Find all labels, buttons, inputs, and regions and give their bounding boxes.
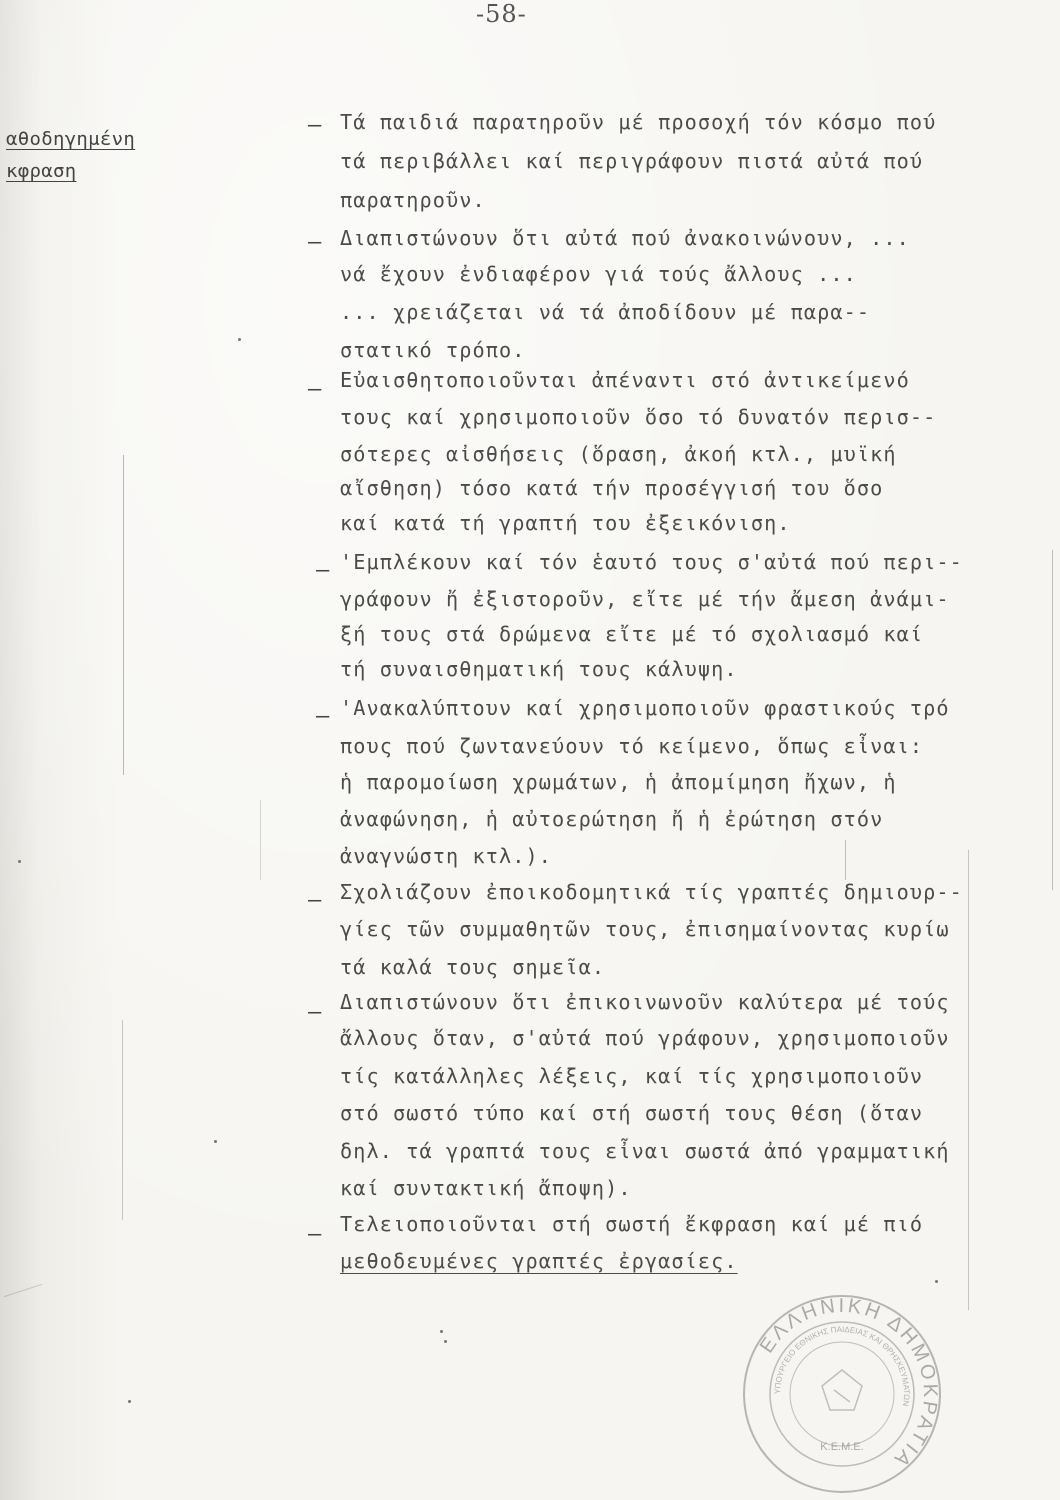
list-item-dash: –	[308, 230, 322, 255]
text-line: καί συντακτική ἄποψη).	[340, 1176, 632, 1200]
page-number: -58-	[476, 0, 527, 28]
text-line: μεθοδευμένες γραπτές ἐργασίες.	[340, 1249, 738, 1273]
scan-speck	[440, 1330, 443, 1333]
stamp-inner-text: ΥΠΟΥΡΓΕΙΟ ΕΘΝΙΚΗΣ ΠΑΙΔΕΙΑΣ ΚΑΙ ΘΡΗΣΚΕΥΜΑΤΩΝ	[772, 1324, 912, 1407]
scan-margin-line	[123, 455, 124, 775]
text-line: Σχολιάζουν ἐποικοδομητικά τίς γραπτές δημιουρ--	[340, 880, 963, 904]
text-line: τους καί χρησιμοποιοῦν ὅσο τό δυνατόν περισ--	[340, 405, 937, 429]
scan-margin-line	[1052, 550, 1053, 890]
text-line: στό σωστό τύπο καί στή σωστή τους θέση (ὅταν	[340, 1101, 924, 1125]
text-line: πους πού ζωντανεύουν τό κείμενο, ὅπως εἶναι:	[340, 734, 924, 758]
list-item-dash: –	[308, 888, 322, 913]
stamp-bottom-text: Κ.Ε.Μ.Ε.	[820, 1441, 864, 1453]
text-line: τή συναισθηματική τους κάλυψη.	[340, 657, 738, 681]
list-item-dash: –	[308, 1222, 322, 1247]
list-item-dash: –	[308, 377, 322, 402]
text-line: νά ἔχουν ἐνδιαφέρον γιά τούς ἄλλους ...	[340, 262, 857, 286]
text-line: ξή τους στά δρώμενα εἴτε μέ τό σχολιασμό καί	[340, 622, 924, 646]
stamp-outer-text: ΕΛΛΗΝΙΚΗ ΔΗΜΟΚΡΑΤΙΑ	[755, 1294, 942, 1473]
text-line: 'Ανακαλύπτουν καί χρησιμοποιοῦν φραστικούς τρό	[340, 696, 950, 720]
text-line: αἴσθηση) τόσο κατά τήν προσέγγισή του ὅσο	[340, 476, 884, 500]
scan-speck	[214, 1140, 217, 1143]
text-line: Διαπιστώνουν ὅτι ἐπικοινωνοῦν καλύτερα μέ τούς	[340, 990, 950, 1014]
text-line: καί κατά τή γραπτή του ἐξεικόνιση.	[340, 511, 791, 535]
scan-speck	[128, 1400, 131, 1403]
text-line: ἀναφώνηση, ἡ αὐτοερώτηση ἤ ἡ ἐρώτηση στόν	[340, 807, 884, 831]
text-line: 'Εμπλέκουν καί τόν ἑαυτό τους σ'αὐτά πού περι--	[340, 550, 963, 574]
list-item-dash: –	[308, 1000, 322, 1025]
text-line: στατικό τρόπο.	[340, 338, 526, 362]
text-line: Τελειοποιοῦνται στή σωστή ἔκφραση καί μέ πιό	[340, 1212, 924, 1236]
text-line: Τά παιδιά παρατηροῦν μέ προσοχή τόν κόσμο πού	[340, 110, 937, 134]
list-item-dash: –	[316, 704, 330, 729]
scan-margin-line	[845, 840, 846, 880]
scan-speck	[935, 1280, 938, 1283]
text-line: γράφουν ἤ ἐξιστοροῦν, εἴτε μέ τήν ἄμεση ἀνάμι-	[340, 587, 950, 611]
margin-note-line-2: κφραση	[6, 160, 77, 182]
list-item-dash: –	[316, 558, 330, 583]
text-line: τά καλά τους σημεῖα.	[340, 955, 606, 979]
text-line: τίς κατάλληλες λέξεις, καί τίς χρησιμοποιοῦν	[340, 1064, 924, 1088]
text-line: Εὐαισθητοποιοῦνται ἀπέναντι στό ἀντικείμενό	[340, 368, 910, 392]
text-line: γίες τῶν συμμαθητῶν τους, ἐπισημαίνοντας κυρίω	[340, 917, 950, 941]
scan-margin-line	[260, 800, 261, 880]
scan-margin-line	[122, 1020, 123, 1220]
margin-note-line-1: αθοδηγημένη	[6, 128, 136, 150]
text-line: ἡ παρομοίωση χρωμάτων, ἡ ἀπομίμηση ἤχων, ἡ	[340, 770, 897, 794]
text-line: ... χρειάζεται νά τά ἀποδίδουν μέ παρα--	[340, 300, 871, 324]
text-line: ἄλλους ὅταν, σ'αὐτά πού γράφουν, χρησιμοποιοῦν	[340, 1026, 950, 1050]
scan-speck	[238, 338, 241, 341]
svg-text:ΥΠΟΥΡΓΕΙΟ ΕΘΝΙΚΗΣ ΠΑΙΔΕΙΑΣ ΚΑΙ	[773, 1325, 911, 1407]
text-line: τά περιβάλλει καί περιγράφουν πιστά αὐτά πού	[340, 149, 924, 173]
scan-mark	[4, 1284, 42, 1297]
list-item-dash: –	[308, 113, 322, 138]
text-line: δηλ. τά γραπτά τους εἶναι σωστά ἀπό γραμματική	[340, 1139, 950, 1163]
official-stamp-seal	[738, 1290, 946, 1498]
text-line: ἀναγνώστη κτλ.).	[340, 844, 553, 868]
scan-speck	[444, 1340, 447, 1343]
scan-speck	[18, 860, 21, 863]
text-line: παρατηροῦν.	[340, 188, 486, 212]
text-line: Διαπιστώνουν ὅτι αὐτά πού ἀνακοινώνουν, ...	[340, 226, 910, 250]
text-line: σότερες αἰσθήσεις (ὅραση, ἀκοή κτλ., μυϊκή	[340, 442, 897, 466]
scan-margin-line	[968, 850, 969, 1310]
